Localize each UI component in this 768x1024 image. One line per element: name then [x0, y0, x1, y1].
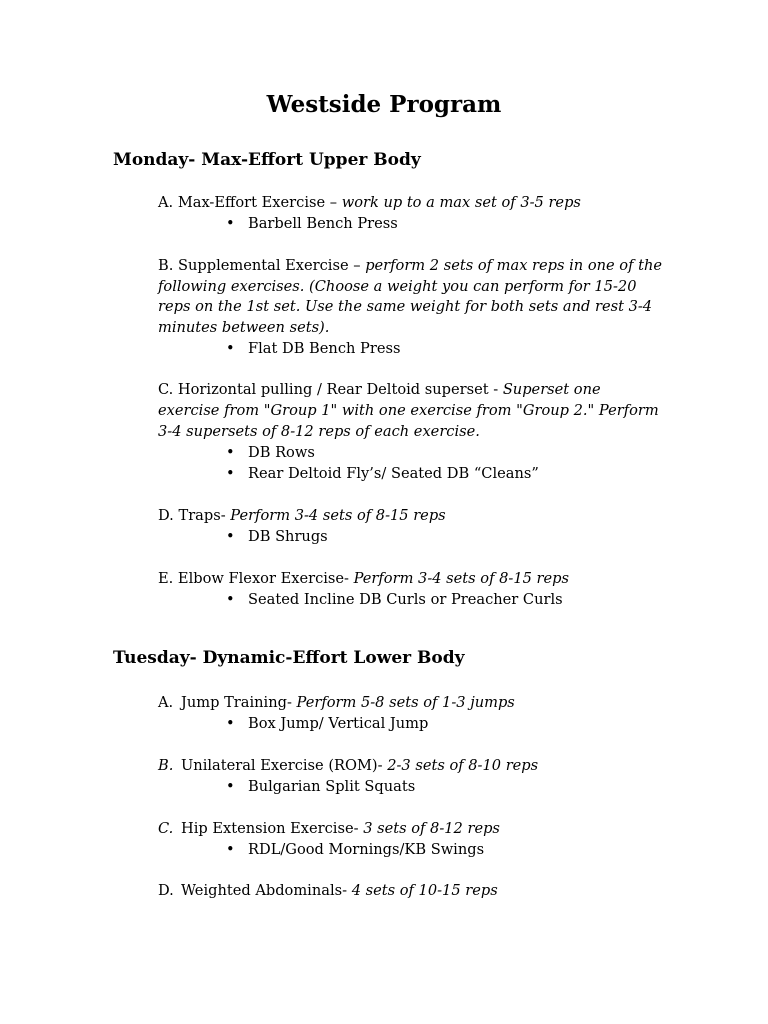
exercise-note: Perform 3-4 sets of 8-15 reps: [230, 507, 446, 524]
exercise-label: D. Traps: [158, 507, 221, 524]
exercise-label: E. Elbow Flexor Exercise: [158, 570, 345, 587]
bullet-item: [226, 590, 563, 611]
exercise-label: Weighted Abdominals: [181, 882, 343, 899]
bullet-item: [226, 777, 415, 798]
bullet-item: [226, 443, 315, 464]
exercise-note: Perform 3-4 sets of 8-15 reps: [353, 570, 569, 587]
exercise-note: Superset one: [502, 381, 601, 398]
exercise-note: 3 sets of 8-12 reps: [363, 820, 500, 837]
monday-exercise-a: [158, 193, 658, 214]
bullet-item: [226, 840, 484, 861]
bullet-icon: •: [226, 465, 235, 482]
tuesday-exercise-a: [158, 693, 658, 714]
bullet-icon: •: [226, 841, 235, 858]
bullet-text: Barbell Bench Press: [248, 215, 398, 232]
bullet-icon: •: [226, 715, 235, 732]
bullet-icon: •: [226, 591, 235, 608]
page-title: Westside Program: [266, 91, 502, 118]
bullet-icon: •: [226, 215, 235, 232]
exercise-note: perform 2 sets of max reps in one of the: [365, 257, 663, 274]
separator: -: [286, 694, 297, 711]
monday-heading: Monday- Max-Effort Upper Body: [113, 150, 421, 170]
tuesday-exercise-c: [158, 819, 658, 840]
exercise-note-line: 3-4 supersets of 8-12 reps of each exercise.: [158, 423, 480, 440]
separator: –: [348, 257, 366, 274]
bullet-text: Seated Incline DB Curls or Preacher Curls: [248, 591, 563, 608]
exercise-letter: B.: [158, 757, 174, 774]
exercise-letter: D.: [158, 882, 174, 899]
bullet-text: Box Jump/ Vertical Jump: [248, 715, 429, 732]
separator: -: [342, 882, 352, 899]
bullet-text: RDL/Good Mornings/KB Swings: [248, 841, 485, 858]
bullet-icon: •: [226, 778, 235, 795]
bullet-item: [226, 527, 328, 548]
monday-exercise-e: [158, 569, 658, 590]
exercise-label: Jump Training: [181, 694, 287, 711]
bullet-item: [226, 464, 539, 485]
exercise-note: Perform 5-8 sets of 1-3 jumps: [296, 694, 515, 711]
separator: -: [488, 381, 503, 398]
bullet-text: DB Rows: [248, 444, 315, 461]
exercise-note-line: reps on the 1st set. Use the same weight for both sets and rest 3-4: [158, 298, 653, 315]
monday-exercise-d: [158, 506, 658, 527]
bullet-item: [226, 214, 398, 235]
tuesday-heading: Tuesday- Dynamic-Effort Lower Body: [113, 648, 465, 668]
bullet-text: Bulgarian Split Squats: [248, 778, 416, 795]
exercise-label: C. Horizontal pulling / Rear Deltoid superset: [158, 381, 489, 398]
exercise-letter: A.: [158, 694, 174, 711]
bullet-item: [226, 339, 400, 360]
exercise-label: Hip Extension Exercise: [181, 820, 354, 837]
monday-exercise-b: [158, 256, 663, 277]
exercise-note-line: following exercises. (Choose a weight you can perform for 15-20: [158, 278, 637, 295]
exercise-label: Unilateral Exercise (ROM): [181, 757, 378, 774]
separator: -: [377, 757, 388, 774]
exercise-note: work up to a max set of 3-5 reps: [341, 194, 581, 211]
bullet-text: Flat DB Bench Press: [248, 340, 401, 357]
bullet-icon: •: [226, 528, 235, 545]
bullet-icon: •: [226, 340, 235, 357]
bullet-text: DB Shrugs: [248, 528, 328, 545]
exercise-note-line: minutes between sets).: [158, 319, 330, 336]
tuesday-exercise-d: [158, 881, 658, 902]
separator: -: [220, 507, 231, 524]
tuesday-exercise-b: [158, 756, 658, 777]
monday-exercise-c: [158, 380, 658, 401]
exercise-note: 4 sets of 10-15 reps: [351, 882, 498, 899]
bullet-icon: •: [226, 444, 235, 461]
exercise-note-line: exercise from "Group 1" with one exercise from "Group 2." Perform: [158, 402, 659, 419]
bullet-item: [226, 714, 428, 735]
separator: -: [353, 820, 364, 837]
separator: –: [325, 194, 342, 211]
exercise-label: A. Max-Effort Exercise: [158, 194, 326, 211]
exercise-note: 2-3 sets of 8-10 reps: [387, 757, 539, 774]
exercise-label: B. Supplemental Exercise: [158, 257, 349, 274]
separator: -: [344, 570, 354, 587]
exercise-letter: C.: [158, 820, 174, 837]
bullet-text: Rear Deltoid Fly’s/ Seated DB “Cleans”: [248, 465, 539, 482]
